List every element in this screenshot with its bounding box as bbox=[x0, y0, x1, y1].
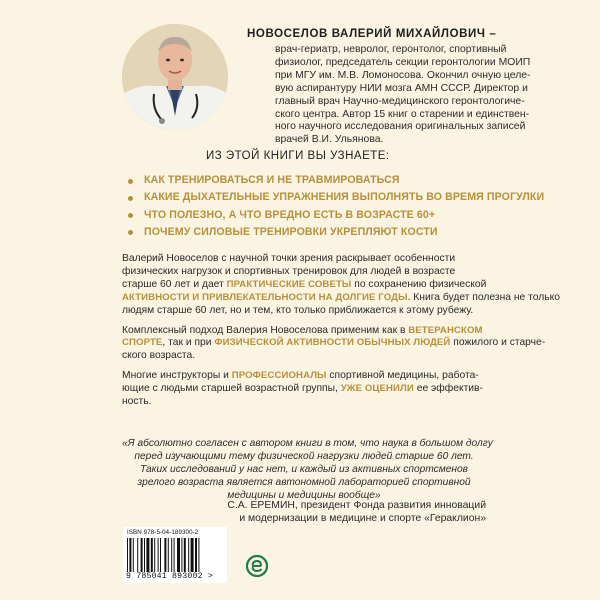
attribution-line: и модернизации в медицине и спорте «Гераклион» bbox=[239, 513, 486, 524]
description-paragraph-3 bbox=[122, 370, 482, 409]
author-bio-line: вую аспирантуру НИИ мозга АМН СССР. Директор и bbox=[275, 82, 528, 94]
text-run: Комплексный подход Валерия Новоселова применим как в bbox=[122, 324, 409, 336]
author-bio-line: главный врач Научно-медицинского геронтологиче- bbox=[275, 95, 525, 107]
highlight-text: УЖЕ ОЦЕНИЛИ bbox=[340, 383, 414, 395]
highlight-text: ФИЗИЧЕСКОЙ АКТИВНОСТИ ОБЫЧНЫХ ЛЮДЕЙ bbox=[214, 337, 451, 349]
author-bio-line: физиолог, председатель секции геронтологии МОИП bbox=[275, 56, 531, 68]
text-run: , так и при bbox=[162, 337, 215, 349]
eksmo-logo-icon bbox=[246, 555, 268, 577]
bullet-icon bbox=[128, 196, 133, 201]
learn-item bbox=[128, 189, 545, 206]
text-line: физических нагрузок и спортивных тренировок для людей в возрасте bbox=[122, 265, 456, 277]
quote-line: зрелого возраста является автономной лабораторией спортивной bbox=[137, 476, 471, 488]
bullet-icon bbox=[128, 179, 133, 184]
highlight-text: СПОРТЕ bbox=[122, 337, 163, 349]
learn-item bbox=[128, 207, 508, 224]
bullet-icon bbox=[128, 230, 133, 235]
text-line: ского возраста. bbox=[122, 350, 196, 362]
text-line bbox=[122, 337, 546, 350]
quote-attribution bbox=[200, 499, 486, 525]
quote-line: Таких исследований у нас нет, и каждый из активных спортсменов bbox=[139, 463, 468, 475]
text-line bbox=[122, 383, 482, 396]
highlight-text: ПРОФЕССИОНАЛЫ bbox=[231, 370, 327, 382]
text-run: по сохранению физической bbox=[351, 278, 487, 290]
text-run: Многие инструкторы и bbox=[122, 370, 232, 382]
text-line: Валерий Новоселов с научной точки зрения раскрывает особенности bbox=[122, 253, 456, 264]
author-photo bbox=[122, 24, 228, 130]
author-bio-line: врач-гериатр, невролог, геронтолог, спортивный bbox=[275, 44, 507, 55]
barcode-bars-icon bbox=[127, 538, 223, 572]
text-run: . Книга будет полезна не только bbox=[407, 291, 560, 303]
isbn-text: ISBN 978-5-04-189300-2 bbox=[127, 529, 199, 536]
author-bio-line: при МГУ им. М.В. Ломоносова. Окончил очную целе- bbox=[275, 69, 531, 81]
text-line: людям старше 60 лет, но и тем, кто только приближается к этому рубежу. bbox=[122, 304, 474, 316]
quote-line: перед изучающими тему физической нагрузки людей старше 60 лет. bbox=[134, 450, 474, 462]
author-name: НОВОСЕЛОВ ВАЛЕРИЙ МИХАЙЛОВИЧ – bbox=[247, 28, 497, 40]
author-bio-line: ного научного исследования оригинальных записей bbox=[275, 121, 526, 133]
author-bio bbox=[275, 44, 531, 147]
endorsement-quote bbox=[122, 438, 493, 503]
learn-item bbox=[128, 172, 508, 189]
description-paragraph-1 bbox=[122, 253, 560, 318]
text-run: спортивной медицины, работа- bbox=[326, 370, 479, 382]
learn-item-text: КАКИЕ ДЫХАТЕЛЬНЫЕ УПРАЖНЕНИЯ ВЫПОЛНЯТЬ ВО ВРЕМЯ ПРОГУЛКИ bbox=[144, 191, 545, 204]
description-paragraph-2 bbox=[122, 324, 546, 364]
highlight-text: АКТИВНОСТИ И ПРИВЛЕКАТЕЛЬНОСТИ НА ДОЛГИЕ ГОДЫ bbox=[122, 291, 408, 303]
quote-line: медицины и медицины вообще» bbox=[227, 489, 381, 501]
highlight-text: ВЕТЕРАНСКОМ bbox=[408, 324, 483, 336]
author-bio-line: врачей В.И. Ульянова. bbox=[275, 134, 384, 146]
text-run: ее эффектив- bbox=[413, 383, 483, 395]
text-line: ность. bbox=[122, 396, 152, 408]
learn-item bbox=[128, 224, 508, 241]
text-line bbox=[122, 370, 482, 383]
barcode-number: 9 785041 893002 > bbox=[126, 572, 213, 581]
text-run: старше 60 лет и дает bbox=[122, 278, 227, 290]
barcode bbox=[123, 527, 227, 583]
bullet-icon bbox=[128, 213, 133, 218]
text-line bbox=[122, 278, 487, 292]
book-description bbox=[122, 253, 560, 416]
learn-heading: ИЗ ЭТОЙ КНИГИ ВЫ УЗНАЕТЕ: bbox=[206, 150, 390, 162]
author-bio-line: ского центра. Автор 15 книг о старении и единствен- bbox=[275, 108, 530, 120]
highlight-text: ПРАКТИЧЕСКИЕ СОВЕТЫ bbox=[226, 278, 352, 290]
learn-item-text: ПОЧЕМУ СИЛОВЫЕ ТРЕНИРОВКИ УКРЕПЛЯЮТ КОСТИ bbox=[144, 225, 438, 238]
learn-item-text: ЧТО ПОЛЕЗНО, А ЧТО ВРЕДНО ЕСТЬ В ВОЗРАСТЕ 60+ bbox=[144, 208, 436, 221]
text-line bbox=[122, 325, 482, 338]
learn-list bbox=[128, 172, 545, 241]
text-run: пожилого и старче- bbox=[450, 337, 546, 349]
text-run: ющие с людьми старшей возрастной группы, bbox=[122, 383, 341, 395]
quote-line: «Я абсолютно согласен с автором книги в том, что наука в большом долгу bbox=[122, 438, 493, 449]
text-line bbox=[122, 291, 560, 305]
learn-item-text: КАК ТРЕНИРОВАТЬСЯ И НЕ ТРАВМИРОВАТЬСЯ bbox=[144, 174, 400, 186]
attribution-line: С.А. ЕРЕМИН, президент Фонда развития инноваций bbox=[227, 500, 486, 511]
